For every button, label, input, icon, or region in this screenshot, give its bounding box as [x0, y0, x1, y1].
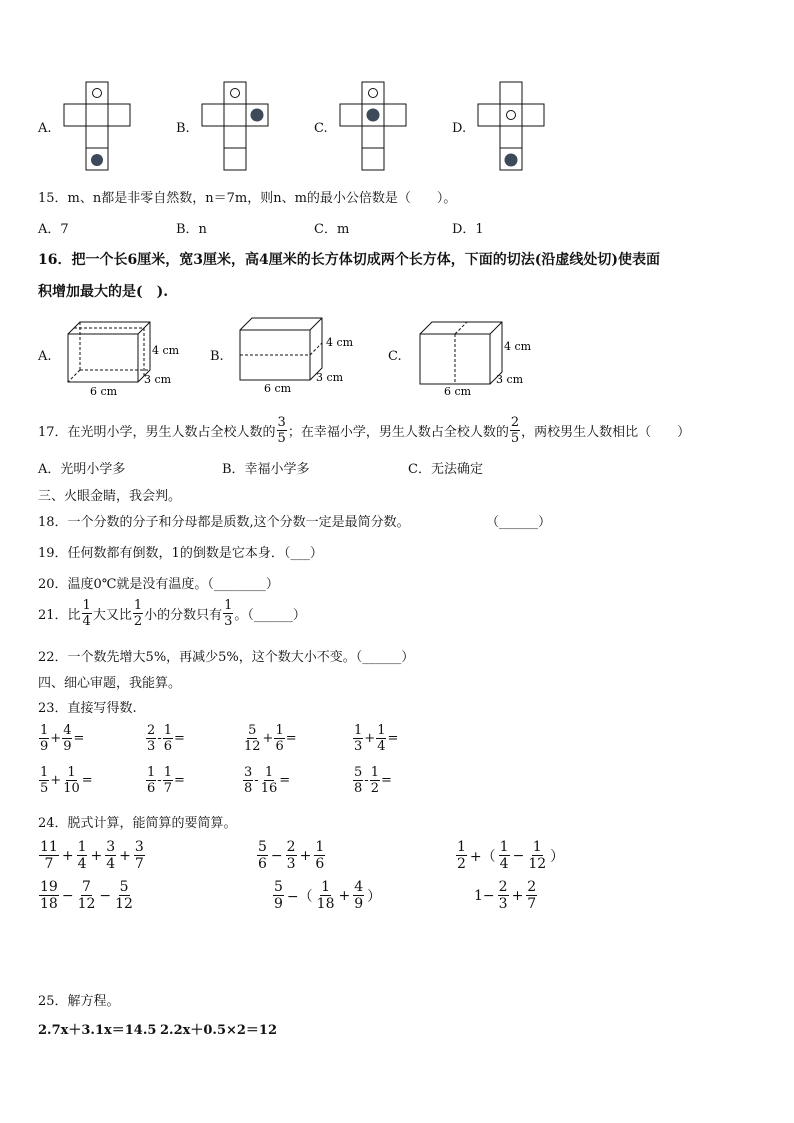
- q23-fraction: $\frac{1}{16}$: [260, 765, 278, 796]
- q23-fraction: $\frac{1}{6}$: [147, 765, 156, 796]
- q24-fraction: $\frac{4}{9}$: [354, 879, 364, 912]
- q23-item: [38, 724, 84, 753]
- q24-expression-e5: [272, 880, 383, 911]
- q16b-length: 6 cm: [264, 382, 292, 394]
- q17-option-a: A．光明小学多: [38, 462, 126, 477]
- q24-fraction: $\frac{1}{6}$: [315, 839, 325, 872]
- q25-title: 25．解方程。: [38, 994, 120, 1009]
- q23-equals: =: [387, 731, 399, 746]
- q21-fraction-1: $\frac{1}{4}$: [82, 598, 91, 629]
- q24-operator: −（: [286, 888, 313, 905]
- q23-operator: +: [50, 731, 62, 746]
- q15-option-a: A．7: [38, 222, 69, 237]
- q23-fraction: $\frac{1}{7}$: [163, 765, 172, 796]
- q23-fraction: $\frac{1}{2}$: [370, 765, 379, 796]
- q24-fraction: $\frac{2}{7}$: [527, 879, 537, 912]
- q23-item: [352, 766, 392, 795]
- q23-operator: +: [364, 731, 376, 746]
- q16c-length: 6 cm: [444, 385, 472, 398]
- q21-fraction-2: $\frac{1}{2}$: [133, 598, 143, 629]
- q24-fraction: $\frac{5}{12}$: [115, 879, 133, 912]
- q14-net-b: [200, 80, 272, 176]
- q17-option-b: B．幸福小学多: [222, 462, 310, 477]
- q23-fraction: $\frac{1}{6}$: [275, 723, 284, 754]
- q18-blank: （______）: [486, 515, 552, 530]
- q23-fraction: $\frac{1}{3}$: [354, 723, 363, 754]
- q23-item: [242, 724, 297, 753]
- q23-operator: +: [262, 731, 274, 746]
- q14-option-c-label: C.: [314, 121, 328, 136]
- q24-operator: +: [119, 847, 131, 864]
- q16c-width: 3 cm: [496, 373, 524, 386]
- q20-text: 20．温度0℃就是没有温度。（________）: [38, 577, 279, 592]
- q24-operator: −: [99, 887, 112, 904]
- q25-equation-2: 2.2x＋0.5×2＝12: [160, 1023, 278, 1038]
- q24-fraction: $\frac{1}{2}$: [457, 839, 466, 872]
- q24-operator: +: [90, 847, 103, 864]
- q24-title: 24．脱式计算，能简算的要简算。: [38, 816, 237, 831]
- q23-equals: =: [173, 773, 185, 788]
- q17-part2: ；在幸福小学，男生人数占全校人数的: [287, 425, 509, 440]
- q23-equals: =: [73, 731, 85, 746]
- q23-item: [145, 724, 185, 753]
- q17-part1: 17．在光明小学，男生人数占全校人数的: [38, 425, 276, 440]
- q16-box-a: [64, 318, 184, 400]
- q23-item: [242, 766, 290, 795]
- q24-fraction: $\frac{1}{18}$: [316, 879, 335, 912]
- q17-fraction-1: $\frac{3}{5}$: [277, 415, 286, 446]
- q16a-length: 6 cm: [90, 385, 118, 398]
- q24-operator: −: [270, 847, 283, 864]
- q24-operator: 1−: [474, 887, 495, 904]
- q24-expression-e3: [455, 840, 566, 871]
- q19-text: 19．任何数都有倒数，1的倒数是它本身．（___）: [38, 546, 323, 561]
- q16-option-c-label: C.: [388, 349, 402, 364]
- q24-fraction: $\frac{3}{4}$: [106, 839, 116, 872]
- q24-fraction: $\frac{5}{6}$: [258, 839, 267, 872]
- q16-stem-line1: 16．把一个长6厘米，宽3厘米，高4厘米的长方体切成两个长方体，下面的切法(沿虚线处切)使表面: [38, 252, 660, 268]
- q23-fraction: $\frac{5}{12}$: [244, 723, 261, 754]
- q16b-width: 3 cm: [316, 371, 344, 384]
- q16a-height: 4 cm: [152, 344, 180, 357]
- q23-equals: =: [173, 731, 185, 746]
- q24-fraction: $\frac{1}{12}$: [528, 839, 547, 872]
- q24-fraction: $\frac{2}{3}$: [498, 879, 508, 912]
- q23-item: [38, 766, 93, 795]
- q16-box-c: [414, 316, 534, 398]
- q24-operator: −: [61, 887, 74, 904]
- q22-text: 22．一个数先增大5%，再减少5%，这个数大小不变。（______）: [38, 650, 415, 665]
- q15-option-d: D．1: [452, 222, 484, 237]
- q16-option-a-label: A.: [38, 349, 52, 364]
- q24-operator: −: [512, 847, 525, 864]
- q24-operator: +: [299, 847, 312, 864]
- q23-fraction: $\frac{1}{5}$: [40, 765, 49, 796]
- q24-operator: +（: [469, 848, 496, 865]
- q24-fraction: $\frac{1}{4}$: [499, 839, 509, 872]
- q23-operator: -: [364, 773, 369, 788]
- q23-fraction: $\frac{1}{6}$: [163, 723, 172, 754]
- q16c-height: 4 cm: [504, 340, 532, 353]
- q23-fraction: $\frac{1}{4}$: [377, 723, 386, 754]
- q17-stem: [38, 416, 690, 445]
- q24-fraction: $\frac{11}{7}$: [40, 839, 58, 872]
- q23-operator: -: [157, 731, 162, 746]
- q14-option-d-label: D.: [452, 121, 467, 136]
- q23-title: 23．直接写得数.: [38, 701, 137, 716]
- q18-text: 18．一个分数的分子和分母都是质数,这个分数一定是最简分数。: [38, 515, 410, 530]
- q24-operator: ）: [367, 888, 382, 905]
- q14-option-a-label: A.: [38, 121, 52, 136]
- q14-option-b-label: B.: [176, 121, 190, 136]
- q21-text: 21．比 $\frac{1}{4}$ 大又比 $\frac{1}{2}$ 小的分数只有 $\frac{1}{3}$ 。（______）: [38, 598, 306, 629]
- q24-operator: +: [511, 887, 524, 904]
- q24-expression-e4: [38, 880, 135, 911]
- q16-stem-line2: 积增加最大的是( ).: [38, 284, 169, 300]
- q16-box-b: [236, 312, 356, 394]
- q23-operator: +: [50, 773, 62, 788]
- q23-fraction: $\frac{4}{9}$: [63, 723, 72, 754]
- q23-fraction: $\frac{2}{3}$: [147, 723, 156, 754]
- q21-fraction-3: $\frac{1}{3}$: [224, 598, 233, 629]
- q24-fraction: $\frac{19}{18}$: [40, 879, 58, 912]
- q14-net-c: [338, 80, 410, 176]
- q17-part3: ，两校男生人数相比（ ）: [521, 425, 691, 440]
- q17-fraction-2: $\frac{2}{5}$: [510, 415, 520, 446]
- q17-option-c: C．无法确定: [408, 462, 483, 477]
- q14-net-d: [476, 80, 548, 176]
- q24-fraction: $\frac{3}{7}$: [134, 839, 144, 872]
- q23-item: [352, 724, 398, 753]
- section3-title: 三、火眼金睛，我会判。: [38, 489, 182, 504]
- q23-equals: =: [380, 773, 392, 788]
- q23-fraction: $\frac{5}{8}$: [354, 765, 363, 796]
- q24-operator: +: [338, 887, 351, 904]
- q23-fraction: $\frac{1}{9}$: [40, 723, 49, 754]
- q24-operator: +: [61, 847, 74, 864]
- q15-option-c: C．m: [314, 222, 350, 237]
- q24-expression-e2: [256, 840, 326, 871]
- q23-equals: =: [285, 731, 297, 746]
- q23-item: [145, 766, 185, 795]
- q24-fraction: $\frac{5}{9}$: [274, 879, 283, 912]
- q14-net-a: [62, 80, 134, 176]
- q24-expression-e1: [38, 840, 146, 871]
- q16-option-b-label: B.: [210, 349, 224, 364]
- q23-equals: =: [81, 773, 93, 788]
- q23-operator: -: [254, 773, 259, 788]
- q15-stem: 15．m、n都是非零自然数，n＝7m，则n、m的最小公倍数是（ ）。: [38, 191, 457, 206]
- q25-equation-1: 2.7x＋3.1x＝14.5: [38, 1023, 157, 1038]
- q24-fraction: $\frac{1}{4}$: [77, 839, 87, 872]
- q16b-height: 4 cm: [326, 336, 354, 349]
- q15-option-b: B．n: [176, 222, 207, 237]
- q23-fraction: $\frac{1}{10}$: [63, 765, 80, 796]
- q24-operator: ）: [550, 848, 565, 865]
- section4-title: 四、细心审题，我能算。: [38, 676, 182, 691]
- q16a-width: 3 cm: [144, 373, 172, 386]
- q24-expression-e6: [472, 880, 538, 911]
- q24-fraction: $\frac{2}{3}$: [286, 839, 296, 872]
- q23-operator: -: [157, 773, 162, 788]
- q23-fraction: $\frac{3}{8}$: [244, 765, 253, 796]
- q24-fraction: $\frac{7}{12}$: [77, 879, 96, 912]
- q23-equals: =: [279, 773, 291, 788]
